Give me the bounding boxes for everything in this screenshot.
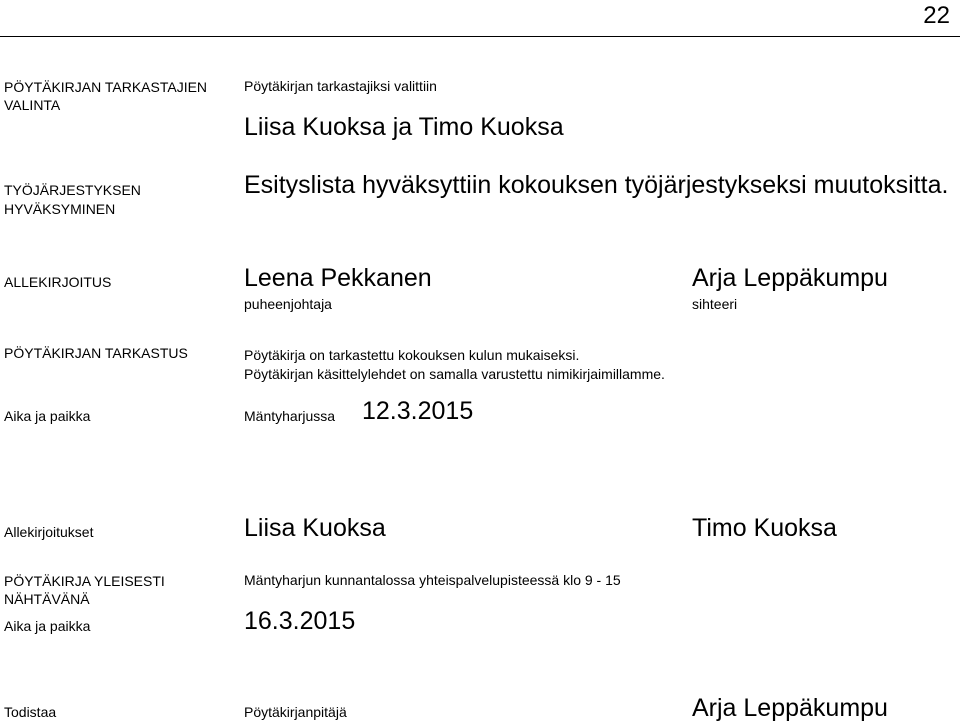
nahtavana-date: 16.3.2015 [244,607,356,635]
allekirjoitukset-name1: Liisa Kuoksa [244,514,386,542]
signer1-role: puheenjohtaja [244,296,332,312]
allekirjoitukset-name2: Timo Kuoksa [692,514,837,542]
nahtavana-text: Mäntyharjun kunnantalossa yhteispalvelupisteessä klo 9 - 15 [244,572,621,588]
section-heading-tarkastus: PÖYTÄKIRJAN TARKASTUS [4,345,188,361]
todistaa-role: Pöytäkirjanpitäjä [244,704,347,720]
signer2-name: Arja Leppäkumpu [692,264,888,292]
tyojarjestys-text: Esityslista hyväksyttiin kokouksen työjärjestykseksi muutoksitta. [244,171,949,199]
tarkastajat-names: Liisa Kuoksa ja Timo Kuoksa [244,113,564,141]
signer1-name: Leena Pekkanen [244,264,432,292]
signer2-role: sihteeri [692,296,738,312]
todistaa-label: Todistaa [4,704,57,720]
section-heading-tarkastajat: PÖYTÄKIRJAN TARKASTAJIEN VALINTA [4,79,208,113]
page-header [0,0,960,37]
section-heading-allekirjoitukset: Allekirjoitukset [4,524,94,540]
section-heading-allekirjoitus: ALLEKIRJOITUS [4,274,112,290]
tarkastus-place-label: Aika ja paikka [4,408,91,424]
page-number: 22 [923,2,950,29]
tarkastajat-text: Pöytäkirjan tarkastajiksi valittiin [244,78,437,94]
nahtavana-place-label: Aika ja paikka [4,618,91,634]
tarkastus-place: Mäntyharjussa [244,408,336,424]
section-heading-tyojarjestys: TYÖJÄRJESTYKSEN HYVÄKSYMINEN [4,182,141,217]
section-heading-nahtavana: PÖYTÄKIRJA YLEISESTI NÄHTÄVÄNÄ [4,573,165,607]
tarkastus-line1: Pöytäkirja on tarkastettu kokouksen kulun mukaiseksi. [244,347,580,363]
todistaa-name: Arja Leppäkumpu [692,694,888,722]
tarkastus-line2: Pöytäkirjan käsittelylehdet on samalla varustettu nimikirjaimillamme. [244,366,665,382]
tarkastus-date: 12.3.2015 [362,397,474,425]
